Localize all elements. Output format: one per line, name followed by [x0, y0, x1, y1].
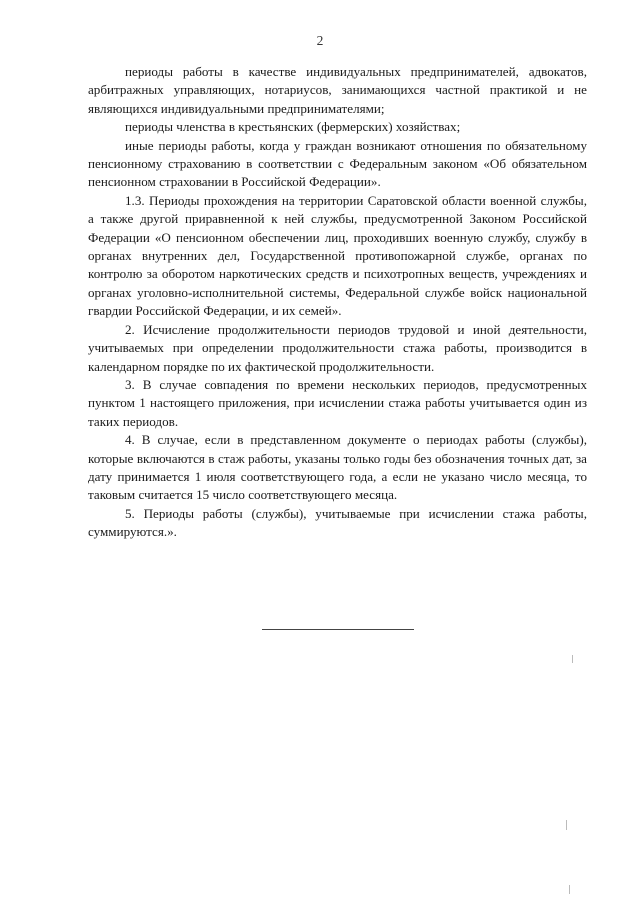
paragraph-farm-membership: периоды членства в крестьянских (фермерских) хозяйствах; [125, 119, 461, 135]
paragraph-entrepreneurs: периоды работы в качестве индивидуальных предпринимателей, адвокатов, арбитражных управляющих, нотариусов, занимающихся частной практикой и не являющихся индивидуальными предпринимателями; [88, 64, 587, 116]
paragraph-clause-2: 2. Исчисление продолжительности периодов трудовой и иной деятельности, учитываемых при определении продолжительности стажа работы, производится в календарном порядке по их фактической продолжительности. [88, 321, 587, 374]
page-number: 2 [316, 33, 324, 48]
paragraph-clause-3: 3. В случае совпадения по времени нескольких периодов, предусмотренных пунктом 1 настоящего приложения, при исчислении стажа работы учитывается один из таких периодов. [88, 376, 587, 429]
scan-edge-mark [569, 885, 570, 894]
paragraph-clause-4: 4. В случае, если в представленном документе о периодах работы (службы), которые включаются в стаж работы, указаны только годы без обозначения точных дат, за дату принимается 1 июля соответствующего года, а если не указано число месяца, то таковым считается 15 число соответствующего месяца. [88, 432, 587, 503]
scan-edge-mark [566, 820, 567, 830]
scan-edge-mark [572, 655, 573, 663]
end-divider-line [262, 629, 414, 630]
paragraph-other-periods: иные периоды работы, когда у граждан возникают отношения по обязательному пенсионному страхованию в соответствии с Федеральным законом «Об обязательном пенсионном страховании в Российской Федерации». [88, 137, 587, 190]
paragraph-clause-1-3: 1.3. Периоды прохождения на территории Саратовской области военной службы, а также другой приравненной к ней службы, предусмотренной Законом Российской Федерации «О пенсионном обеспечении лиц, проходивших военную службу, службу в органах внутренних дел, Государственной противопожарной службе, органах по контролю за оборотом наркотических средств и психотропных веществ, учреждениях и органах уголовно-исполнительной системы, Федеральной службе войск национальной гвардии Российской Федерации, и их семей». [88, 192, 587, 319]
document-body [88, 63, 587, 542]
paragraph-clause-5: 5. Периоды работы (службы), учитываемые при исчислении стажа работы, суммируются.». [88, 505, 587, 540]
